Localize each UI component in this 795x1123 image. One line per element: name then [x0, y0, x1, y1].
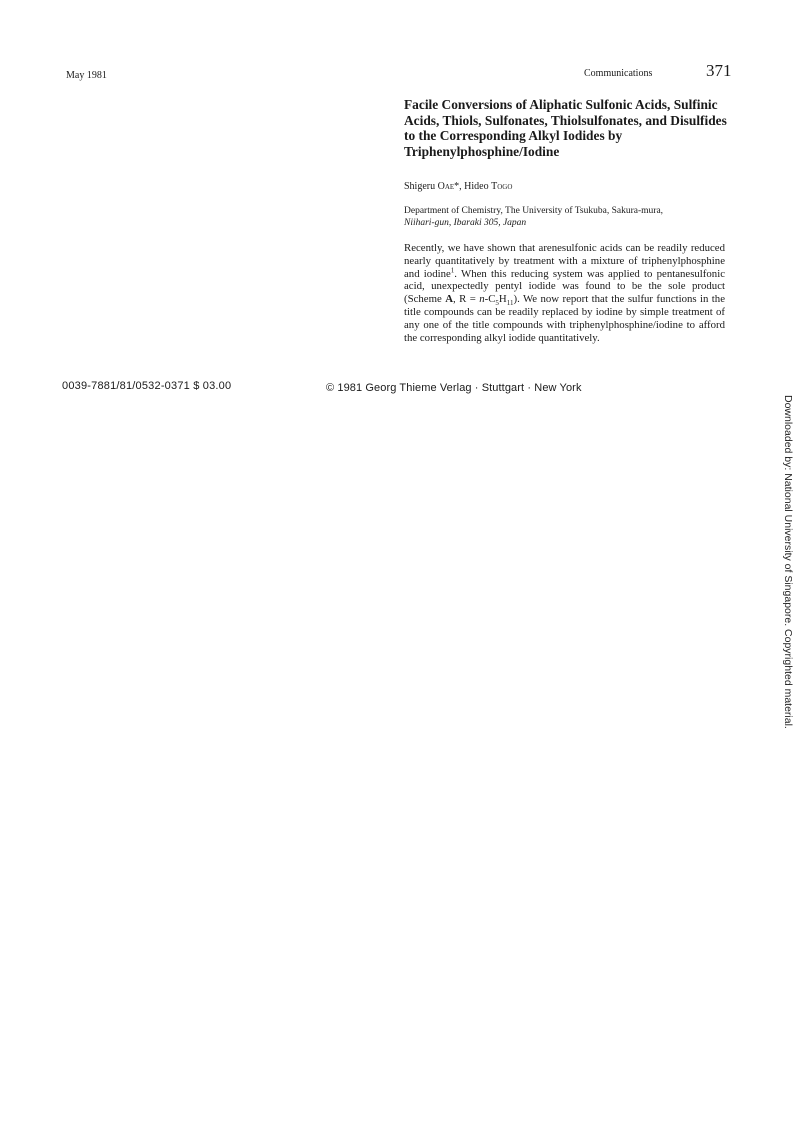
- download-watermark: Downloaded by: National University of Singapore. Copyrighted material.: [782, 395, 794, 729]
- body-part3: , R =: [453, 293, 480, 306]
- page-number: 371: [706, 61, 732, 80]
- author1-family: Oae: [437, 181, 455, 192]
- header-date: May 1981: [66, 70, 107, 81]
- body-part5: H: [498, 293, 507, 306]
- affiliation: [404, 205, 734, 229]
- body-part4: -C: [484, 293, 496, 306]
- body-part1: Recently, we have shown that arenesulfonic acids can be readily reduced nearly quantitatively by treatment with a mixture of triphenylphosphine and iodine: [404, 242, 725, 280]
- affiliation-line1: Department of Chemistry, The University of Tsukuba, Sakura-mura,: [404, 206, 664, 216]
- author-line: [404, 181, 512, 192]
- corresponding-mark: *: [454, 181, 460, 192]
- subscript-11: 11: [506, 299, 514, 308]
- article-title: Facile Conversions of Aliphatic Sulfonic Acids, Sulfinic Acids, Thiols, Sulfonates, Thiolsulfonates, and Disulfides to the Corresponding Alkyl Iodides by Triphenylphosphine/Iodine: [404, 97, 727, 159]
- copyright-line: © 1981 Georg Thieme Verlag · Stuttgart · New York: [326, 382, 582, 394]
- subscript-5: 5: [495, 299, 499, 308]
- body-part6: ). We now report that the sulfur functions in the title compounds can be readily replaced by iodine by simple treatment of any one of the title compounds with triphenylphosphine/iodine to afford the corresponding alkyl iodide quantitatively.: [404, 293, 726, 344]
- author2-given: Hideo: [464, 181, 489, 192]
- body-part2: . When this reducing system was applied to pentanesulfonic acid, unexpectedly pentyl iodide was found to be the sole product (Scheme: [404, 267, 725, 306]
- body-paragraph: [404, 242, 725, 344]
- scheme-label: A: [445, 293, 453, 306]
- affiliation-line2: Niihari-gun, Ibaraki 305, Japan: [404, 218, 527, 228]
- header-section: Communications: [584, 68, 653, 79]
- author1-given: Shigeru: [404, 181, 436, 192]
- author2-family: Togo: [491, 181, 513, 192]
- article-code: 0039-7881/81/0532-0371 $ 03.00: [62, 380, 232, 392]
- reference-1: 1: [450, 266, 455, 274]
- author-separator: ,: [459, 181, 465, 192]
- n-prefix: n: [479, 293, 485, 306]
